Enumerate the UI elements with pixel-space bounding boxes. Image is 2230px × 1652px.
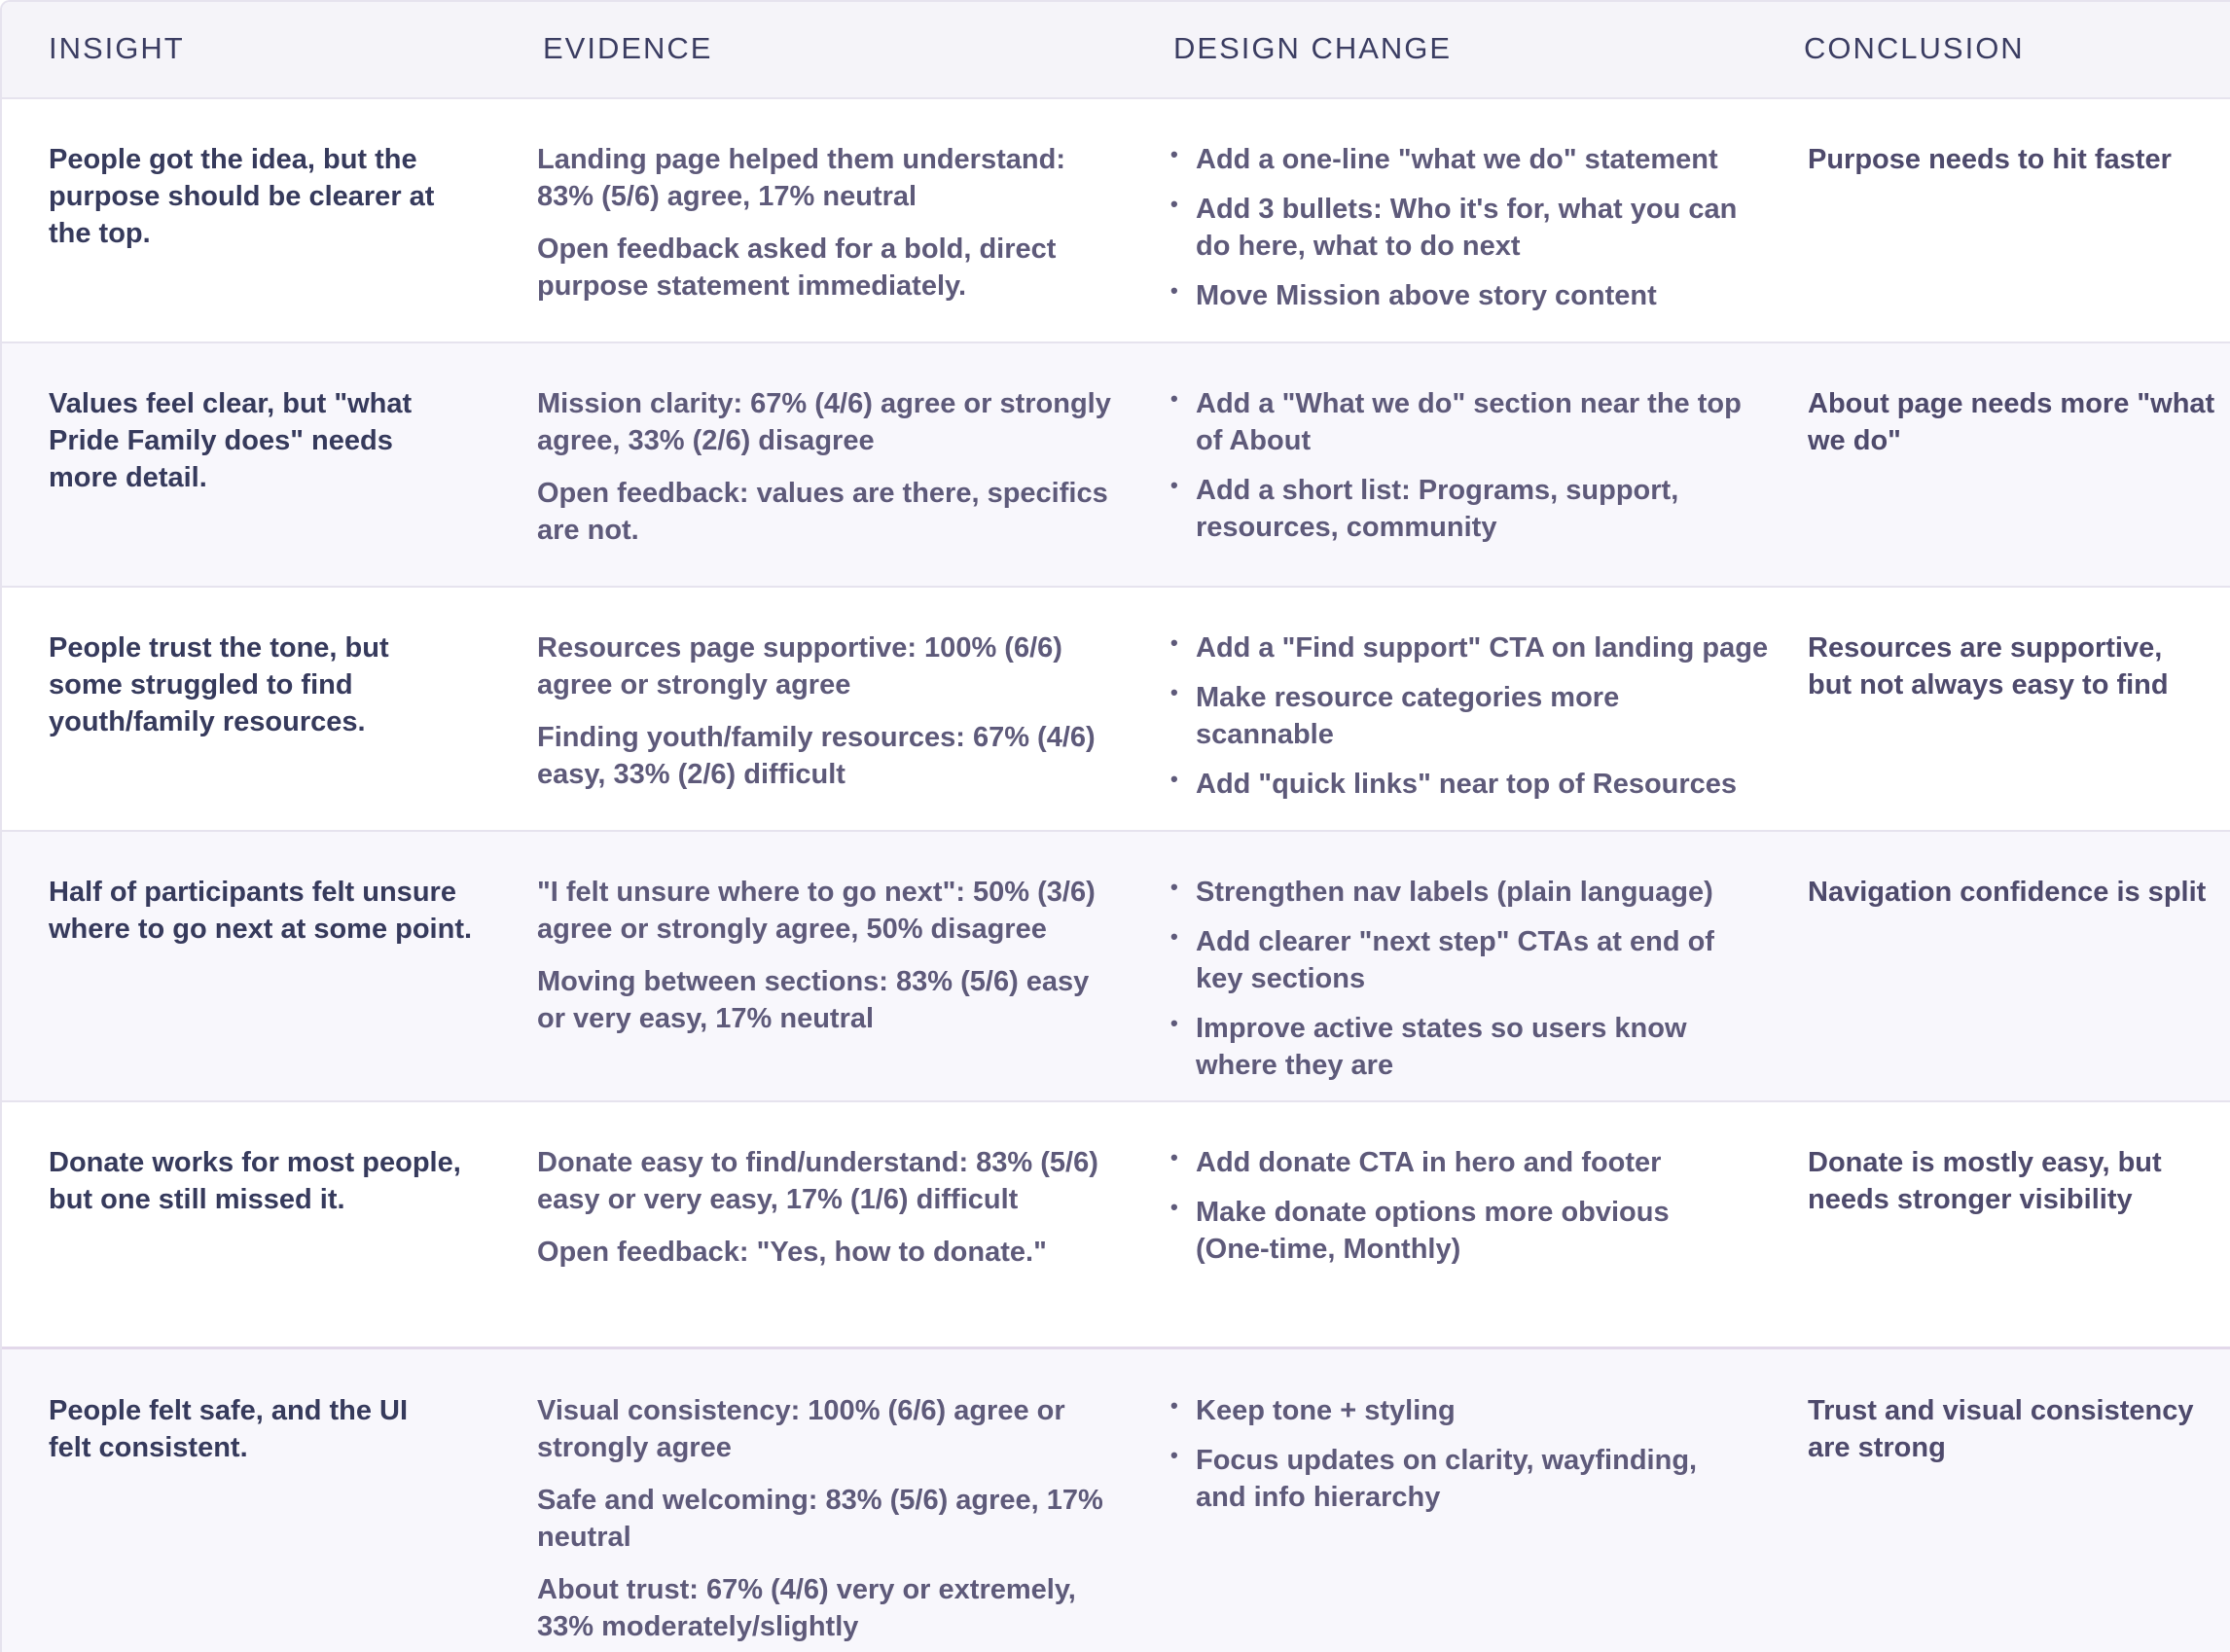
design-change-item: • Make resource categories more scannable	[1170, 680, 1620, 750]
evidence-cell	[537, 141, 1121, 320]
insight-cell: Donate works for most people, but one still missed it.	[49, 1147, 461, 1215]
evidence-item: Safe and welcoming: 83% (5/6) agree, 17% neutral	[537, 1485, 1103, 1553]
design-change-item: • Improve active states so users know where they are	[1170, 1011, 1687, 1081]
evidence-cell	[537, 1144, 1121, 1286]
evidence-item: "I felt unsure where to go next": 50% (3/6) agree or strongly agree, 50% disagree	[537, 877, 1096, 945]
evidence-item: Landing page helped them understand: 83% (5/6) agree, 17% neutral	[537, 144, 1065, 212]
design-change-item: • Add "quick links" near top of Resources	[1170, 767, 1738, 800]
table-row	[2, 588, 2230, 832]
design-change-list	[1169, 385, 1773, 546]
bullet-icon: •	[1170, 1195, 1178, 1219]
design-change-item: • Move Mission above story content	[1170, 278, 1657, 311]
evidence-item: Donate easy to find/understand: 83% (5/6) easy or very easy, 17% (1/6) difficult	[537, 1147, 1098, 1215]
evidence-item: Resources page supportive: 100% (6/6) agree or strongly agree	[537, 632, 1062, 700]
header-evidence: EVIDENCE	[543, 31, 713, 65]
design-change-cell	[1169, 874, 1773, 1096]
design-change-item: • Focus updates on clarity, wayfinding, and info hierarchy	[1170, 1443, 1698, 1513]
table-row	[2, 832, 2230, 1102]
bullet-icon: •	[1170, 680, 1178, 704]
design-change-list	[1169, 874, 1773, 1084]
table-row	[2, 1347, 2230, 1652]
bullet-icon: •	[1170, 767, 1178, 791]
conclusion-cell: Trust and visual consistency are strong	[1808, 1395, 2194, 1463]
table-row	[2, 343, 2230, 588]
design-change-item: • Add a short list: Programs, support, resources, community	[1170, 473, 1679, 543]
design-change-item: • Keep tone + styling	[1170, 1393, 1456, 1426]
evidence-item: Finding youth/family resources: 67% (4/6) easy, 33% (2/6) difficult	[537, 722, 1096, 790]
conclusion-cell: Navigation confidence is split	[1808, 877, 2207, 908]
bullet-icon: •	[1170, 278, 1178, 303]
design-change-cell	[1169, 629, 1773, 815]
design-change-cell	[1169, 1392, 1773, 1528]
design-change-item: • Add donate CTA in hero and footer	[1170, 1145, 1662, 1178]
design-change-item: • Add a one-line "what we do" statement	[1170, 142, 1718, 175]
bullet-icon: •	[1170, 142, 1178, 166]
design-change-item: • Add a "Find support" CTA on landing page	[1170, 630, 1769, 664]
header-conclusion: CONCLUSION	[1804, 31, 2025, 65]
bullet-icon: •	[1170, 1145, 1178, 1169]
design-change-item: • Add 3 bullets: Who it's for, what you can do here, what to do next	[1170, 192, 1738, 262]
evidence-item: Visual consistency: 100% (6/6) agree or strongly agree	[537, 1395, 1065, 1463]
evidence-item: Open feedback: values are there, specifics are not.	[537, 478, 1108, 546]
design-change-item: • Add clearer "next step" CTAs at end of key sections	[1170, 924, 1714, 994]
insight-cell: People got the idea, but the purpose should be clearer at the top.	[49, 144, 435, 249]
evidence-item: Mission clarity: 67% (4/6) agree or strongly agree, 33% (2/6) disagree	[537, 388, 1111, 456]
bullet-icon: •	[1170, 1443, 1178, 1467]
bullet-icon: •	[1170, 1011, 1178, 1035]
design-change-cell	[1169, 385, 1773, 558]
design-change-item: • Make donate options more obvious (One-time, Monthly)	[1170, 1195, 1670, 1265]
insight-cell: People trust the tone, but some struggled to find youth/family resources.	[49, 632, 389, 737]
bullet-icon: •	[1170, 1393, 1178, 1418]
design-change-cell	[1169, 1144, 1773, 1280]
design-change-list	[1169, 1144, 1773, 1268]
evidence-cell	[537, 874, 1121, 1053]
evidence-item: Open feedback: "Yes, how to donate."	[537, 1237, 1047, 1268]
header-design-change: DESIGN CHANGE	[1173, 31, 1453, 65]
evidence-item: About trust: 67% (4/6) very or extremely, 33% moderately/slightly	[537, 1574, 1076, 1642]
bullet-icon: •	[1170, 386, 1178, 411]
bullet-icon: •	[1170, 630, 1178, 655]
insight-cell: People felt safe, and the UI felt consistent.	[49, 1395, 409, 1463]
evidence-cell	[537, 1392, 1121, 1652]
insight-cell: Half of participants felt unsure where to go next at some point.	[49, 877, 473, 945]
design-change-list	[1169, 629, 1773, 803]
design-change-cell	[1169, 141, 1773, 327]
bullet-icon: •	[1170, 924, 1178, 949]
conclusion-cell: Purpose needs to hit faster	[1808, 144, 2172, 175]
evidence-item: Open feedback asked for a bold, direct purpose statement immediately.	[537, 233, 1057, 302]
bullet-icon: •	[1170, 473, 1178, 497]
evidence-item: Moving between sections: 83% (5/6) easy or very easy, 17% neutral	[537, 966, 1090, 1034]
evidence-cell	[537, 385, 1121, 564]
bullet-icon: •	[1170, 192, 1178, 216]
design-change-list	[1169, 141, 1773, 314]
header-insight: INSIGHT	[49, 31, 185, 65]
design-change-item: • Strengthen nav labels (plain language)	[1170, 875, 1713, 908]
conclusion-cell: About page needs more "what we do"	[1808, 388, 2215, 456]
insight-cell: Values feel clear, but "what Pride Family does" needs more detail.	[49, 388, 413, 493]
table-header	[2, 2, 2230, 99]
conclusion-cell: Resources are supportive, but not always easy to find	[1808, 632, 2169, 700]
design-change-list	[1169, 1392, 1773, 1516]
table-row	[2, 99, 2230, 343]
bullet-icon: •	[1170, 875, 1178, 899]
conclusion-cell: Donate is mostly easy, but needs stronger visibility	[1808, 1147, 2162, 1215]
table-row	[2, 1102, 2230, 1347]
evidence-cell	[537, 629, 1121, 808]
design-change-item: • Add a "What we do" section near the top of About	[1170, 386, 1742, 456]
